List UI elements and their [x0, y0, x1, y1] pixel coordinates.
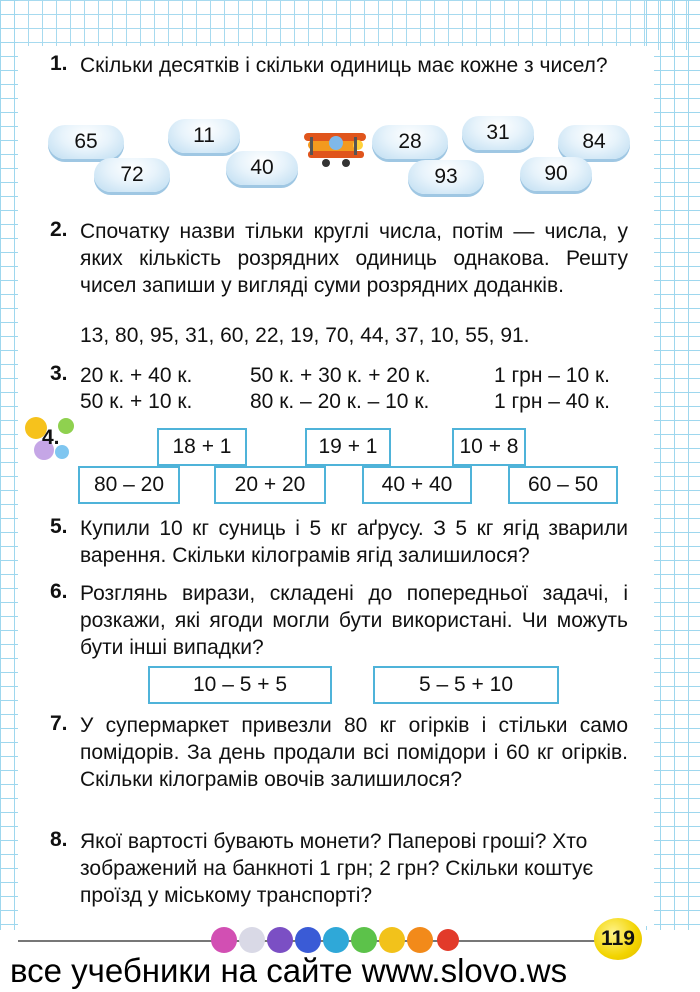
task-7-number: 7. — [50, 712, 68, 735]
expression-box: 10 – 5 + 5 — [148, 666, 332, 704]
task-3-expression: 1 грн – 10 к. — [494, 364, 611, 387]
task-3-expression: 50 к. + 10 к. — [80, 390, 193, 413]
task-6-text: Розглянь вирази, складені до попередньої задачі, і розкажи, які ягоди могли бути використані. Чи можуть бути інші випадки? — [80, 582, 628, 659]
airplane-icon — [296, 113, 372, 173]
grid-background-top — [0, 0, 700, 50]
page-number-badge: 119 — [594, 918, 642, 960]
cloud-number: 40 — [226, 151, 298, 185]
task-3-expression: 20 к. + 40 к. — [80, 364, 193, 387]
footer-text: все учебники на сайте www.slovo.ws — [10, 952, 568, 989]
cloud-number: 84 — [558, 125, 630, 159]
task-5-number: 5. — [50, 515, 68, 538]
task-3-number: 3. — [50, 362, 68, 385]
expression-box: 18 + 1 — [157, 428, 247, 466]
task-4-number: 4. — [42, 426, 60, 449]
cloud-number: 28 — [372, 125, 448, 159]
expression-box: 10 + 8 — [452, 428, 526, 466]
cloud-number: 31 — [462, 116, 534, 150]
cloud-number: 93 — [408, 160, 484, 194]
task-1-number: 1. — [50, 52, 68, 75]
task-7-text: У супермаркет привезли 80 кг огірків і стільки само помідорів. За день продали всі помідори і 60 кг огірків. Скільки кілограмів овочів залишилося? — [80, 714, 628, 791]
expression-box: 20 + 20 — [214, 466, 326, 504]
cloud-number: 90 — [520, 157, 592, 191]
expression-box: 5 – 5 + 10 — [373, 666, 559, 704]
cloud-number: 72 — [94, 158, 170, 192]
task-8-text: Якої вартості бувають монети? Паперові гроші? Хто зображений на банкноті 1 грн; 2 грн? Скільки коштує проїзд у міському транспорті? — [80, 830, 594, 907]
task-5-text: Купили 10 кг суниць і 5 кг аґрусу. З 5 кг ягід зварили варення. Скільки кілограмів ягід залишилося? — [80, 517, 628, 567]
task-1-text: Скільки десятків і скільки одиниць має кожне з чисел? — [80, 54, 608, 77]
expression-box: 19 + 1 — [305, 428, 391, 466]
expression-box: 80 – 20 — [78, 466, 180, 504]
task-3-expression: 80 к. – 20 к. – 10 к. — [250, 390, 430, 413]
grid-background-left — [0, 0, 18, 930]
task-8-number: 8. — [50, 828, 68, 851]
task-6-number: 6. — [50, 580, 68, 603]
expression-box: 40 + 40 — [362, 466, 472, 504]
task-2-text: Спочатку назви тільки круглі числа, потім — числа, у яких кількість розрядних одиниць однакова. Решту чисел запиши у вигляді суми розрядних доданків. — [80, 220, 628, 297]
grid-background-right — [646, 0, 700, 930]
task-2-numbers: 13, 80, 95, 31, 60, 22, 19, 70, 44, 37, 10, 55, 91. — [80, 324, 530, 347]
expression-box: 60 – 50 — [508, 466, 618, 504]
cloud-number: 65 — [48, 125, 124, 159]
cloud-number: 11 — [168, 119, 240, 153]
task-3-expression: 1 грн – 40 к. — [494, 390, 611, 413]
task-3-expression: 50 к. + 30 к. + 20 к. — [250, 364, 431, 387]
task-2-number: 2. — [50, 218, 68, 241]
